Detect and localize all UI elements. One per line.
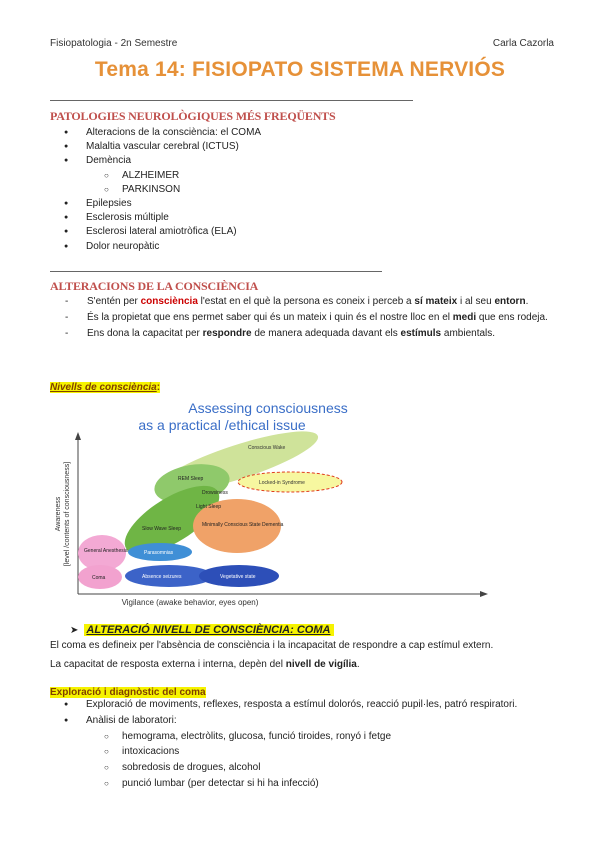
list-item: ○ intoxicacions xyxy=(50,744,570,760)
y-axis-sublabel: [level /contents of consciousness] xyxy=(64,461,71,567)
list-item: ● Esclerosis múltiple xyxy=(50,211,550,225)
definition-item: - És la propietat que ens permet saber qui és un mateix i quin és el nostre lloc en el medi que ens rodeja. xyxy=(50,310,550,326)
section-heading-pathologies: PATOLOGIES NEUROLÒGIQUES MÉS FREQÜENTS xyxy=(50,109,336,123)
list-item: ● Epilepsies xyxy=(50,197,550,211)
list-item: ○ punció lumbar (per detectar si hi ha infecció) xyxy=(50,776,570,792)
x-axis-label: Vigilance (awake behavior, eyes open) xyxy=(121,598,259,607)
levels-label: Nivells de consciència: xyxy=(50,382,161,393)
label-conscious: Conscious Wake xyxy=(248,445,286,451)
x-axis-arrow xyxy=(480,591,488,597)
y-axis-label: Awareness xyxy=(55,496,62,532)
label-parasomnias: Parasomnias xyxy=(144,550,174,556)
list-item: ● Alteracions de la consciència: el COMA xyxy=(50,126,550,140)
list-item: ● Demència xyxy=(50,154,550,168)
arrow-icon: ➤ xyxy=(70,625,79,636)
label-vegetative: Vegetative state xyxy=(220,574,256,580)
label-coma: Coma xyxy=(92,575,106,581)
figure-title-line2: as a practical /ethical issue xyxy=(138,417,306,433)
label-general-anesthesia: General Anesthesia xyxy=(84,548,128,554)
pathology-list xyxy=(50,126,550,254)
list-item: ● Dolor neuropàtic xyxy=(50,240,550,254)
coma-vigilance: La capacitat de resposta externa i interna, depèn del nivell de vigília. xyxy=(50,659,360,670)
definition-item: - Ens dona la capacitat per respondre de manera adequada davant els estímuls ambientals. xyxy=(50,326,550,342)
coma-heading: ➤ ALTERACIÓ NIVELL DE CONSCIÈNCIA: COMA xyxy=(70,624,334,636)
label-absence: Absence seizures xyxy=(142,574,182,580)
coma-definition: El coma es defineix per l'absència de consciència i la incapacitat de respondre a cap estímul extern. xyxy=(50,640,494,651)
label-mcs: Minimally Conscious State Dementia xyxy=(202,522,284,528)
label-rem: REM Sleep xyxy=(178,476,204,482)
consciousness-diagram xyxy=(52,396,492,612)
y-axis-arrow xyxy=(75,432,81,440)
exploration-list xyxy=(50,697,570,792)
list-item: ○ sobredosis de drogues, alcohol xyxy=(50,760,570,776)
header-course: Fisiopatologia - 2n Semestre xyxy=(50,38,178,49)
section-divider xyxy=(50,100,413,101)
list-item: ○ hemograma, electròlits, glucosa, funció tiroides, ronyó i fetge xyxy=(50,729,570,745)
consciousness-definitions xyxy=(50,294,550,342)
label-light-sleep: Light Sleep xyxy=(196,504,222,510)
label-drowsiness: Drowsiness xyxy=(202,490,228,496)
list-item: ● Exploració de moviments, reflexes, resposta a estímul dolorós, reacció pupil·les, patró respiratori. xyxy=(50,697,570,713)
list-item: ● Malaltia vascular cerebral (ICTUS) xyxy=(50,140,550,154)
section-heading-consciousness: ALTERACIONS DE LA CONSCIÈNCIA xyxy=(50,279,259,293)
definition-item: - S'entén per consciència l'estat en el què la persona es coneix i perceb a sí mateix i al seu entorn. xyxy=(50,294,550,310)
section-divider xyxy=(50,271,382,272)
exploration-heading: Exploració i diagnòstic del coma xyxy=(50,687,206,698)
list-item: ● Esclerosi lateral amiotròfica (ELA) xyxy=(50,225,550,239)
list-item: ○ ALZHEIMER xyxy=(50,169,550,183)
page-title: Tema 14: FISIOPATO SISTEMA NERVIÓS xyxy=(94,58,506,81)
figure-title-line1: Assessing consciousness xyxy=(188,400,348,416)
list-item: ● Anàlisi de laboratori: xyxy=(50,713,570,729)
list-item: ○ PARKINSON xyxy=(50,183,550,197)
label-slow-wave: Slow Wave Sleep xyxy=(142,526,181,532)
label-locked-in: Locked-in Syndrome xyxy=(259,480,305,486)
header-author: Carla Cazorla xyxy=(492,38,554,49)
